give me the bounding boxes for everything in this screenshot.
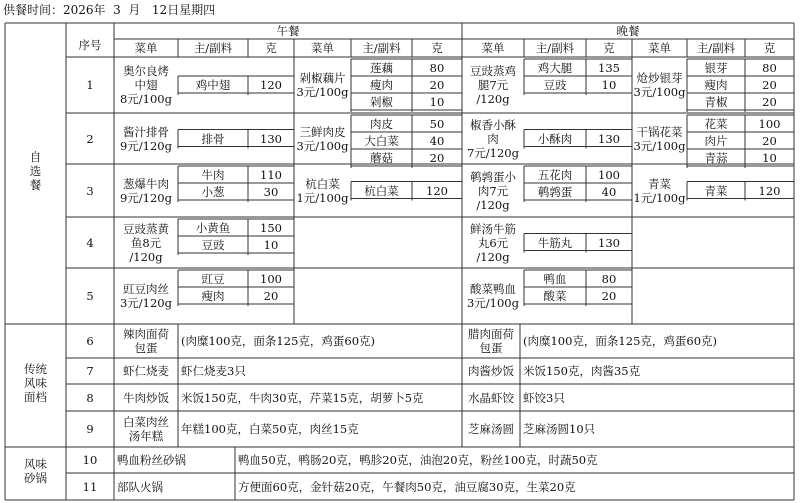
row-number: 6	[86, 334, 94, 348]
ingredient-name: 青菜	[704, 183, 728, 198]
row-number: 2	[86, 131, 94, 146]
row-number: 7	[86, 364, 94, 378]
row-number: 9	[86, 422, 94, 436]
column-header-ingredient: 主/副料	[193, 41, 233, 55]
ingredient-grams: 10	[429, 95, 445, 109]
dish-name: 奥尔良烤 中翅 8元/100g	[119, 64, 172, 106]
dish-name: 豇豆肉丝 3元/120g	[119, 282, 172, 310]
ingredient-grams: 10	[762, 151, 777, 165]
noodle-dish-lunch: 辣肉面荷 包蛋	[123, 327, 169, 355]
ingredient-name: 豆豉	[201, 238, 225, 252]
noodle-dish-dinner: 芝麻汤圆	[468, 422, 514, 436]
ingredient-name: 鸡大腿	[537, 61, 573, 75]
ingredient-grams: 80	[601, 272, 617, 286]
dish-name: 剁椒藕片 3元/100g	[296, 71, 349, 99]
noodle-dish-dinner: 腊肉面荷 包蛋	[468, 327, 514, 355]
noodle-desc-dinner: (肉糜100克，面条125克，鸡蛋60克)	[523, 334, 718, 348]
noodle-dish-dinner: 水晶虾饺	[468, 390, 514, 405]
ingredient-grams: 100	[598, 168, 620, 182]
noodle-dish-dinner: 肉酱炒饭	[468, 364, 514, 378]
ingredient-grams: 80	[429, 61, 445, 75]
ingredient-name: 青蒜	[704, 151, 728, 165]
ingredient-name: 酸菜	[543, 289, 567, 303]
ingredient-name: 牛肉	[201, 168, 225, 182]
ingredient-grams: 120	[758, 183, 781, 198]
row-number: 4	[86, 235, 94, 250]
ingredient-grams: 20	[429, 78, 445, 92]
ingredient-name: 小黄鱼	[195, 221, 231, 235]
ingredient-grams: 40	[429, 134, 445, 148]
ingredient-name: 大白菜	[364, 134, 399, 148]
ingredient-name: 鹌鹑蛋	[537, 185, 573, 199]
section-label-traditional: 传统 风味 面档	[24, 362, 47, 404]
row-number: 11	[82, 479, 98, 494]
ingredient-name: 牛筋丸	[537, 235, 573, 250]
column-header-lunch: 午餐	[276, 24, 300, 38]
section-label-pot: 风味 砂锅	[24, 457, 47, 485]
ingredient-grams: 20	[762, 95, 777, 109]
column-header-gram: 克	[603, 41, 615, 55]
ingredient-grams: 120	[426, 183, 448, 198]
noodle-desc-dinner: 芝麻汤圆10只	[523, 422, 596, 436]
noodle-desc-lunch: (肉糜100克，面条125克，鸡蛋60克)	[181, 334, 376, 348]
column-header-dinner: 晚餐	[616, 24, 640, 38]
dish-name: 炝炒银芽 3元/100g	[633, 71, 686, 99]
ingredient-name: 杭白菜	[364, 183, 399, 198]
ingredient-grams: 20	[263, 289, 279, 303]
ingredient-grams: 20	[762, 134, 777, 148]
ingredient-name: 瘦肉	[201, 289, 225, 303]
dish-name: 豆豉蒸鸡 腿7元 /120g	[470, 64, 516, 106]
ingredient-name: 瘦肉	[370, 78, 393, 92]
ingredient-grams: 20	[429, 151, 445, 165]
noodle-dish-lunch: 白菜肉丝 汤年糕	[123, 415, 169, 443]
column-header-dish: 菜单	[134, 41, 158, 55]
row-number: 10	[82, 453, 98, 467]
ingredient-name: 蘑菇	[370, 151, 393, 165]
ingredient-grams: 100	[260, 272, 282, 286]
column-header-ingredient: 主/副料	[362, 41, 401, 55]
ingredient-grams: 130	[598, 235, 620, 250]
ingredient-grams: 50	[429, 117, 445, 131]
ingredient-name: 豇豆	[201, 272, 225, 286]
ingredient-name: 青椒	[704, 95, 728, 109]
section-label-self-select: 自 选 餐	[29, 150, 42, 192]
ingredient-name: 肉皮	[370, 117, 393, 131]
dish-name: 干锅花菜 3元/100g	[633, 124, 686, 153]
dish-name: 葱爆牛肉 9元/120g	[119, 176, 172, 205]
ingredient-name: 鸡中翅	[195, 78, 231, 92]
ingredient-grams: 40	[601, 185, 617, 199]
ingredient-name: 花菜	[704, 117, 728, 131]
noodle-desc-dinner: 米饭150克，肉酱35克	[523, 364, 641, 378]
pot-dish-desc: 方便面60克，金针菇20克，午餐肉50克，油豆腐30克，生菜20克	[238, 479, 576, 494]
ingredient-name: 豆豉	[543, 78, 567, 92]
ingredient-name: 鸭血	[543, 272, 567, 286]
column-header-gram: 克	[431, 41, 443, 55]
ingredient-name: 银芽	[704, 61, 728, 75]
ingredient-grams: 10	[263, 238, 279, 252]
ingredient-name: 五花肉	[537, 168, 573, 182]
column-header-dish: 菜单	[648, 41, 671, 55]
ingredient-name: 肉片	[704, 134, 728, 148]
noodle-desc-lunch: 虾仁烧麦3只	[181, 364, 246, 378]
ingredient-name: 莲藕	[370, 61, 393, 75]
dish-name: 三鲜肉皮 3元/100g	[296, 124, 349, 153]
ingredient-grams: 100	[758, 117, 781, 131]
dish-name: 椒香小酥 肉 7元/120g	[466, 117, 519, 160]
ingredient-name: 排骨	[201, 131, 225, 146]
column-header-dish: 菜单	[311, 41, 334, 55]
column-header-dish: 菜单	[481, 41, 505, 55]
ingredient-grams: 130	[260, 131, 282, 146]
dish-name: 酱汁排骨 9元/120g	[119, 124, 172, 153]
ingredient-name: 瘦肉	[704, 78, 728, 92]
dish-name: 豆豉蒸黄 鱼8元 /120g	[123, 221, 169, 264]
noodle-dish-lunch: 牛肉炒饭	[123, 390, 169, 405]
ingredient-grams: 150	[260, 221, 282, 235]
pot-dish-name: 鸭血粉丝砂锅	[117, 453, 186, 467]
column-header-seq: 序号	[78, 38, 102, 52]
dish-name: 青菜 1元/100g	[633, 176, 686, 205]
noodle-desc-dinner: 虾饺3只	[523, 390, 565, 405]
noodle-desc-lunch: 米饭150克，牛肉30克，芹菜15克，胡萝卜5克	[181, 390, 424, 405]
ingredient-name: 小酥肉	[537, 131, 573, 146]
ingredient-grams: 130	[598, 131, 620, 146]
dish-name: 鲜汤牛筋 丸6元 /120g	[470, 221, 516, 264]
ingredient-grams: 80	[762, 61, 777, 75]
column-header-ingredient: 主/副料	[696, 41, 736, 55]
ingredient-grams: 110	[260, 168, 282, 182]
ingredient-name: 剁椒	[370, 95, 393, 109]
ingredient-grams: 135	[598, 61, 620, 75]
row-number: 8	[86, 390, 94, 405]
ingredient-grams: 120	[260, 78, 282, 92]
column-header-gram: 克	[265, 41, 277, 55]
row-number: 5	[86, 289, 94, 303]
ingredient-grams: 30	[263, 185, 279, 199]
column-header-ingredient: 主/副料	[535, 41, 575, 55]
ingredient-grams: 20	[601, 289, 617, 303]
dish-name: 鹌鹑蛋小 肉7元 /120g	[470, 169, 516, 212]
pot-dish-desc: 鸭血50克，鸭肠20克，鸭胗20克，油泡20克，粉丝100克，时蔬50克	[238, 453, 598, 467]
pot-dish-name: 部队火锅	[117, 479, 163, 494]
ingredient-grams: 20	[762, 78, 777, 92]
noodle-dish-lunch: 虾仁烧麦	[123, 364, 169, 378]
ingredient-grams: 10	[601, 78, 617, 92]
dish-name: 杭白菜 1元/100g	[296, 176, 349, 205]
service-date: 供餐时间：2026年 3 月 12日星期四	[3, 3, 216, 17]
noodle-desc-lunch: 年糕100克，白菜50克，肉丝15克	[181, 422, 359, 436]
ingredient-name: 小葱	[201, 185, 225, 199]
row-number: 3	[86, 183, 94, 198]
row-number: 1	[86, 78, 94, 92]
dish-name: 酸菜鸭血 3元/100g	[466, 282, 519, 310]
column-header-gram: 克	[763, 41, 776, 55]
